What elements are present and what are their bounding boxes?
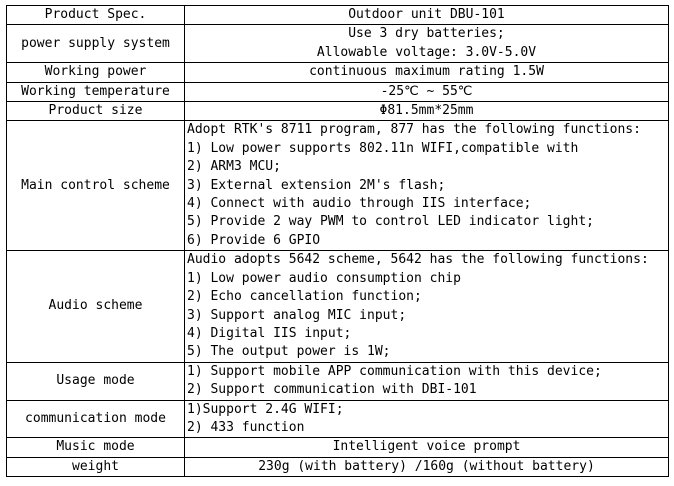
value-line: 2) 433 function <box>187 419 305 435</box>
row-power-supply <box>7 25 669 63</box>
label-working-power: Working power <box>7 63 185 82</box>
value-line: 2) Support communication with DBI-101 <box>187 382 477 398</box>
value-line: 2) ARM3 MCU; <box>187 159 281 175</box>
value-power-supply <box>185 25 669 63</box>
row-usage-mode <box>7 362 669 400</box>
label-power-supply: power supply system <box>7 25 185 63</box>
value-line: -25℃ ~ 55℃ <box>380 83 473 99</box>
row-product-spec <box>7 6 669 25</box>
row-audio-scheme <box>7 251 669 362</box>
label-usage-mode: Usage mode <box>7 362 185 400</box>
value-line: Intelligent voice prompt <box>332 439 521 455</box>
value-line: 5) The output power is 1W; <box>187 344 391 360</box>
label-working-temperature: Working temperature <box>7 82 185 101</box>
value-line: 3) Support analog MIC input; <box>187 307 407 323</box>
value-line: 1) Low power audio consumption chip <box>187 270 461 286</box>
value-line: 1) Support mobile APP communication with this device; <box>187 363 602 379</box>
value-usage-mode <box>185 362 669 400</box>
value-line: Audio adopts 5642 scheme, 5642 has the following functions: <box>187 252 649 268</box>
value-line: Adopt RTK's 8711 program, 877 has the following functions: <box>187 122 641 138</box>
row-main-control <box>7 121 669 251</box>
value-line: 1) Low power supports 802.11n WIFI,compatible with <box>187 140 579 156</box>
row-weight <box>7 457 669 476</box>
label-music-mode: Music mode <box>7 438 185 457</box>
value-line: 6) Provide 6 GPIO <box>187 232 321 248</box>
value-line: 230g (with battery) /160g (without battery) <box>258 458 595 474</box>
spec-sheet <box>6 5 668 479</box>
value-main-control <box>185 121 669 251</box>
row-product-size <box>7 102 669 121</box>
value-communication-mode <box>185 400 669 438</box>
value-line: 5) Provide 2 way PWM to control LED indicator light; <box>187 214 594 230</box>
label-weight: weight <box>7 457 185 476</box>
label-communication-mode: communication mode <box>7 400 185 438</box>
spec-table <box>6 5 669 477</box>
row-working-temperature <box>7 82 669 101</box>
value-weight <box>185 457 669 476</box>
value-working-power <box>185 63 669 82</box>
value-product-spec <box>185 6 669 25</box>
value-music-mode <box>185 438 669 457</box>
value-working-temperature <box>185 82 669 101</box>
label-product-spec: Product Spec. <box>7 6 185 25</box>
row-music-mode <box>7 438 669 457</box>
value-line: 2) Echo cancellation function; <box>187 289 422 305</box>
value-line: 4) Connect with audio through IIS interface; <box>187 196 532 212</box>
label-product-size: Product size <box>7 102 185 121</box>
value-line: Outdoor unit DBU-101 <box>348 7 505 22</box>
value-line: 1)Support 2.4G WIFI; <box>187 401 344 417</box>
value-audio-scheme <box>185 251 669 362</box>
value-line: Use 3 dry batteries; <box>348 26 505 42</box>
value-line: 3) External extension 2M's flash; <box>187 177 446 193</box>
value-product-size <box>185 102 669 121</box>
value-line: 4) Digital IIS input; <box>187 325 352 341</box>
row-communication-mode <box>7 400 669 438</box>
value-line: Φ81.5mm*25mm <box>379 103 474 119</box>
label-audio-scheme: Audio scheme <box>7 251 185 362</box>
row-working-power <box>7 63 669 82</box>
value-line: Allowable voltage: 3.0V-5.0V <box>316 44 537 60</box>
value-line: continuous maximum rating 1.5W <box>309 64 544 80</box>
label-main-control: Main control scheme <box>7 121 185 251</box>
